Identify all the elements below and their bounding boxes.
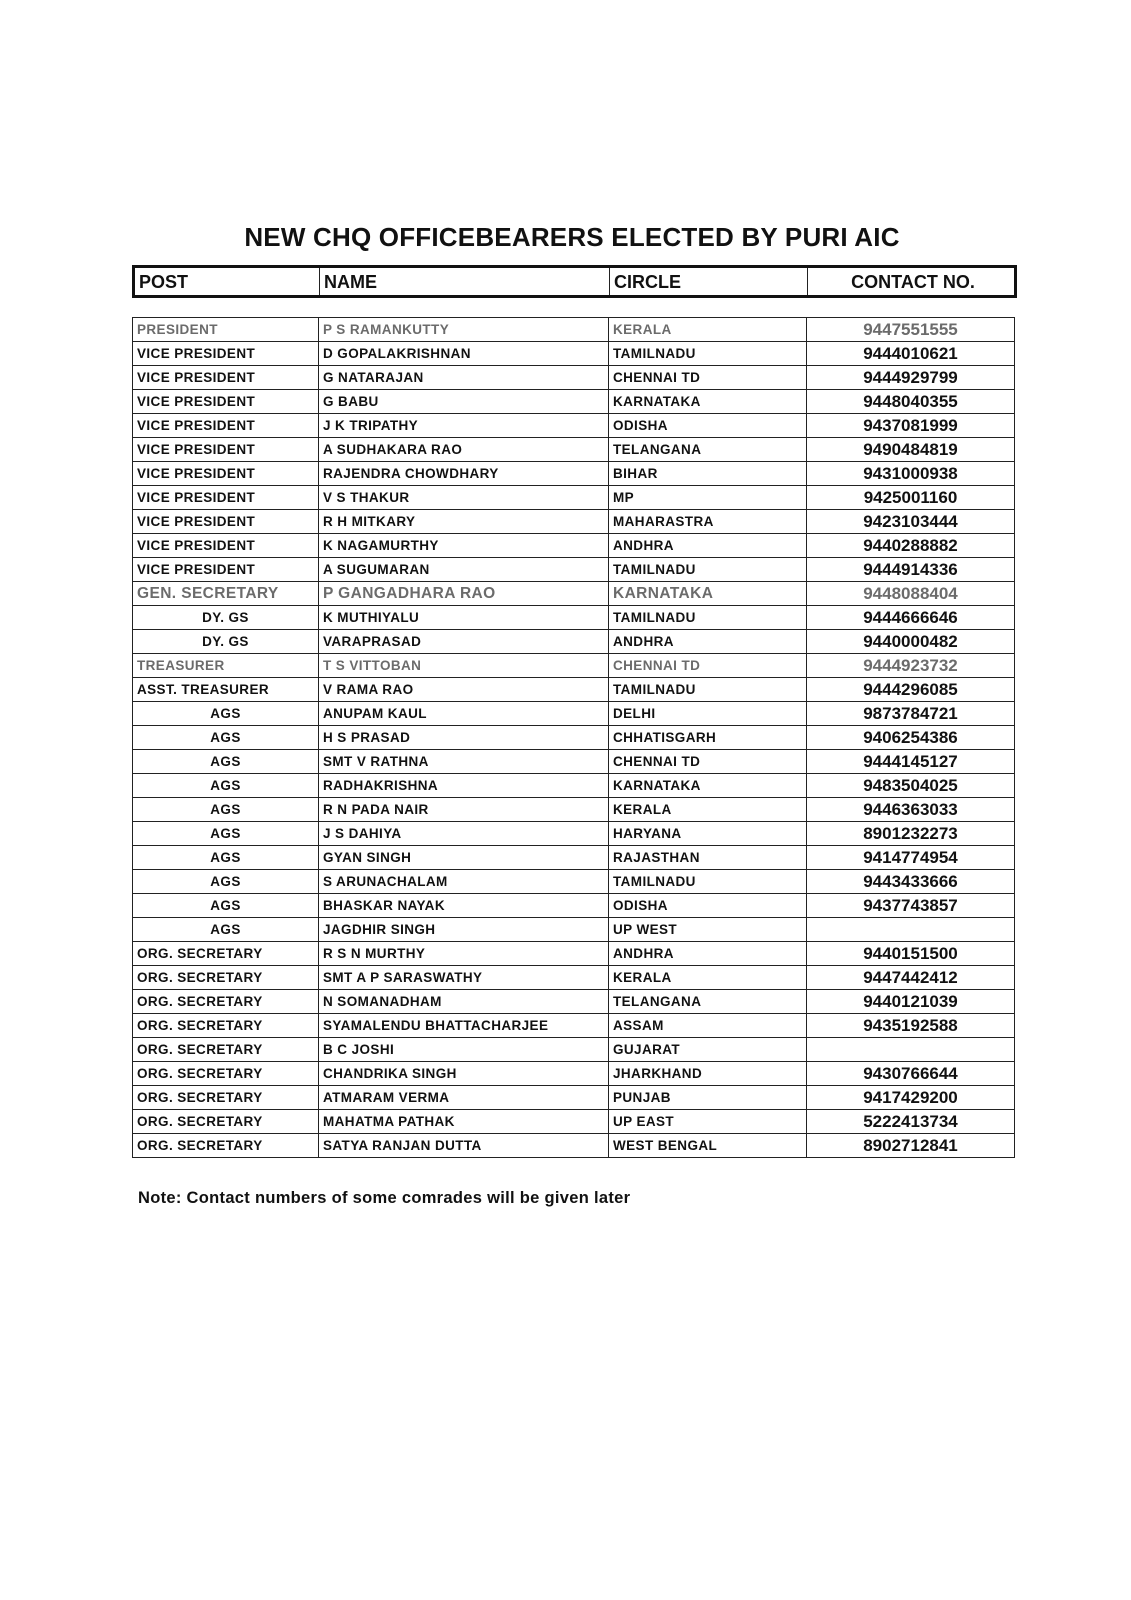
- contact-cell: 9444145127: [807, 750, 1015, 774]
- name-cell: BHASKAR NAYAK: [319, 894, 609, 918]
- contact-cell: 9448040355: [807, 390, 1015, 414]
- post-cell: VICE PRESIDENT: [133, 558, 319, 582]
- circle-cell: KARNATAKA: [609, 390, 807, 414]
- name-cell: R N PADA NAIR: [319, 798, 609, 822]
- name-cell: P S RAMANKUTTY: [319, 318, 609, 342]
- post-cell: AGS: [133, 798, 319, 822]
- name-cell: GYAN SINGH: [319, 846, 609, 870]
- circle-cell: CHHATISGARH: [609, 726, 807, 750]
- contact-cell: 9444296085: [807, 678, 1015, 702]
- table-row: [133, 390, 1015, 414]
- name-cell: SATYA RANJAN DUTTA: [319, 1134, 609, 1158]
- circle-cell: ASSAM: [609, 1014, 807, 1038]
- contact-cell: 9430766644: [807, 1062, 1015, 1086]
- post-cell: ORG. SECRETARY: [133, 966, 319, 990]
- circle-cell: KARNATAKA: [609, 582, 807, 606]
- table-row: [133, 822, 1015, 846]
- table-row: [133, 990, 1015, 1014]
- name-cell: B C JOSHI: [319, 1038, 609, 1062]
- circle-cell: TAMILNADU: [609, 606, 807, 630]
- circle-cell: KERALA: [609, 966, 807, 990]
- table-row: [133, 582, 1015, 606]
- name-cell: RAJENDRA CHOWDHARY: [319, 462, 609, 486]
- contact-cell: [807, 1038, 1015, 1062]
- name-cell: R H MITKARY: [319, 510, 609, 534]
- table-row: [133, 750, 1015, 774]
- circle-cell: JHARKHAND: [609, 1062, 807, 1086]
- name-cell: K NAGAMURTHY: [319, 534, 609, 558]
- contact-cell: 9440151500: [807, 942, 1015, 966]
- post-cell: ORG. SECRETARY: [133, 990, 319, 1014]
- name-cell: D GOPALAKRISHNAN: [319, 342, 609, 366]
- table-row: [133, 1134, 1015, 1158]
- table-row: [133, 510, 1015, 534]
- post-cell: VICE PRESIDENT: [133, 510, 319, 534]
- contact-cell: 9414774954: [807, 846, 1015, 870]
- header-contact: CONTACT NO.: [808, 267, 1016, 297]
- name-cell: J K TRIPATHY: [319, 414, 609, 438]
- circle-cell: UP EAST: [609, 1110, 807, 1134]
- contact-cell: 9483504025: [807, 774, 1015, 798]
- contact-cell: 9444010621: [807, 342, 1015, 366]
- circle-cell: MAHARASTRA: [609, 510, 807, 534]
- post-cell: AGS: [133, 846, 319, 870]
- name-cell: A SUDHAKARA RAO: [319, 438, 609, 462]
- name-cell: J S DAHIYA: [319, 822, 609, 846]
- contact-cell: 9446363033: [807, 798, 1015, 822]
- table-row: [133, 630, 1015, 654]
- table-row: [133, 1086, 1015, 1110]
- circle-cell: TAMILNADU: [609, 342, 807, 366]
- circle-cell: TELANGANA: [609, 438, 807, 462]
- table-row: [133, 702, 1015, 726]
- circle-cell: CHENNAI TD: [609, 654, 807, 678]
- post-cell: VICE PRESIDENT: [133, 438, 319, 462]
- post-cell: DY. GS: [133, 630, 319, 654]
- name-cell: V RAMA RAO: [319, 678, 609, 702]
- name-cell: R S N MURTHY: [319, 942, 609, 966]
- post-cell: GEN. SECRETARY: [133, 582, 319, 606]
- name-cell: T S VITTOBAN: [319, 654, 609, 678]
- contact-cell: 9443433666: [807, 870, 1015, 894]
- contact-cell: 9425001160: [807, 486, 1015, 510]
- post-cell: AGS: [133, 774, 319, 798]
- table-row: [133, 894, 1015, 918]
- name-cell: RADHAKRISHNA: [319, 774, 609, 798]
- contact-cell: 9444929799: [807, 366, 1015, 390]
- contact-cell: 9490484819: [807, 438, 1015, 462]
- contact-cell: 9437081999: [807, 414, 1015, 438]
- circle-cell: TAMILNADU: [609, 870, 807, 894]
- post-cell: VICE PRESIDENT: [133, 390, 319, 414]
- circle-cell: HARYANA: [609, 822, 807, 846]
- name-cell: MAHATMA PATHAK: [319, 1110, 609, 1134]
- post-cell: DY. GS: [133, 606, 319, 630]
- contact-cell: 9440000482: [807, 630, 1015, 654]
- post-cell: ORG. SECRETARY: [133, 1014, 319, 1038]
- table-row: [133, 918, 1015, 942]
- circle-cell: UP WEST: [609, 918, 807, 942]
- circle-cell: GUJARAT: [609, 1038, 807, 1062]
- circle-cell: KARNATAKA: [609, 774, 807, 798]
- contact-cell: 8902712841: [807, 1134, 1015, 1158]
- circle-cell: CHENNAI TD: [609, 750, 807, 774]
- name-cell: S ARUNACHALAM: [319, 870, 609, 894]
- name-cell: V S THAKUR: [319, 486, 609, 510]
- contact-cell: 9423103444: [807, 510, 1015, 534]
- header-post: POST: [134, 267, 320, 297]
- post-cell: VICE PRESIDENT: [133, 342, 319, 366]
- post-cell: ORG. SECRETARY: [133, 1110, 319, 1134]
- name-cell: CHANDRIKA SINGH: [319, 1062, 609, 1086]
- post-cell: ORG. SECRETARY: [133, 1038, 319, 1062]
- circle-cell: TELANGANA: [609, 990, 807, 1014]
- circle-cell: ANDHRA: [609, 534, 807, 558]
- contact-cell: 9444666646: [807, 606, 1015, 630]
- name-cell: ANUPAM KAUL: [319, 702, 609, 726]
- contact-cell: 9435192588: [807, 1014, 1015, 1038]
- table-row: [133, 1038, 1015, 1062]
- table-row: [133, 366, 1015, 390]
- circle-cell: MP: [609, 486, 807, 510]
- contact-cell: 9437743857: [807, 894, 1015, 918]
- post-cell: VICE PRESIDENT: [133, 534, 319, 558]
- post-cell: AGS: [133, 822, 319, 846]
- table-row: [133, 966, 1015, 990]
- circle-cell: BIHAR: [609, 462, 807, 486]
- table-row: [133, 942, 1015, 966]
- table-row: [133, 726, 1015, 750]
- table-row: [133, 342, 1015, 366]
- circle-cell: ODISHA: [609, 894, 807, 918]
- table-row: [133, 318, 1015, 342]
- circle-cell: DELHI: [609, 702, 807, 726]
- contact-cell: [807, 918, 1015, 942]
- circle-cell: RAJASTHAN: [609, 846, 807, 870]
- table-row: [133, 870, 1015, 894]
- contact-cell: 9873784721: [807, 702, 1015, 726]
- contact-cell: 5222413734: [807, 1110, 1015, 1134]
- circle-cell: PUNJAB: [609, 1086, 807, 1110]
- contact-cell: 8901232273: [807, 822, 1015, 846]
- contact-cell: 9431000938: [807, 462, 1015, 486]
- table-row: [133, 558, 1015, 582]
- table-row: [133, 798, 1015, 822]
- table-row: [133, 846, 1015, 870]
- post-cell: ORG. SECRETARY: [133, 1134, 319, 1158]
- post-cell: VICE PRESIDENT: [133, 486, 319, 510]
- contact-cell: 9444923732: [807, 654, 1015, 678]
- contact-cell: 9440121039: [807, 990, 1015, 1014]
- header-table: [132, 265, 1017, 298]
- post-cell: ASST. TREASURER: [133, 678, 319, 702]
- contact-cell: 9448088404: [807, 582, 1015, 606]
- circle-cell: CHENNAI TD: [609, 366, 807, 390]
- contact-cell: 9447551555: [807, 318, 1015, 342]
- name-cell: A SUGUMARAN: [319, 558, 609, 582]
- circle-cell: WEST BENGAL: [609, 1134, 807, 1158]
- name-cell: VARAPRASAD: [319, 630, 609, 654]
- document-title: NEW CHQ OFFICEBEARERS ELECTED BY PURI AIC: [244, 222, 900, 252]
- name-cell: H S PRASAD: [319, 726, 609, 750]
- contact-cell: 9444914336: [807, 558, 1015, 582]
- table-row: [133, 774, 1015, 798]
- circle-cell: KERALA: [609, 318, 807, 342]
- name-cell: SYAMALENDU BHATTACHARJEE: [319, 1014, 609, 1038]
- name-cell: P GANGADHARA RAO: [319, 582, 609, 606]
- table-row: [133, 606, 1015, 630]
- table-row: [133, 534, 1015, 558]
- table-row: [133, 414, 1015, 438]
- header-row: [134, 267, 1016, 297]
- circle-cell: ANDHRA: [609, 942, 807, 966]
- table-row: [133, 678, 1015, 702]
- circle-cell: TAMILNADU: [609, 558, 807, 582]
- post-cell: ORG. SECRETARY: [133, 942, 319, 966]
- post-cell: AGS: [133, 702, 319, 726]
- officebearers-table: [132, 317, 1015, 1158]
- post-cell: ORG. SECRETARY: [133, 1086, 319, 1110]
- circle-cell: TAMILNADU: [609, 678, 807, 702]
- post-cell: TREASURER: [133, 654, 319, 678]
- contact-cell: 9447442412: [807, 966, 1015, 990]
- post-cell: AGS: [133, 894, 319, 918]
- contact-cell: 9440288882: [807, 534, 1015, 558]
- name-cell: G BABU: [319, 390, 609, 414]
- circle-cell: ODISHA: [609, 414, 807, 438]
- table-row: [133, 654, 1015, 678]
- table-row: [133, 438, 1015, 462]
- table-row: [133, 1062, 1015, 1086]
- contact-cell: 9406254386: [807, 726, 1015, 750]
- post-cell: AGS: [133, 750, 319, 774]
- post-cell: VICE PRESIDENT: [133, 366, 319, 390]
- header-circle: CIRCLE: [610, 267, 808, 297]
- contact-cell: 9417429200: [807, 1086, 1015, 1110]
- post-cell: VICE PRESIDENT: [133, 414, 319, 438]
- name-cell: K MUTHIYALU: [319, 606, 609, 630]
- table-row: [133, 486, 1015, 510]
- name-cell: ATMARAM VERMA: [319, 1086, 609, 1110]
- table-row: [133, 1014, 1015, 1038]
- name-cell: G NATARAJAN: [319, 366, 609, 390]
- post-cell: AGS: [133, 918, 319, 942]
- table-row: [133, 1110, 1015, 1134]
- name-cell: JAGDHIR SINGH: [319, 918, 609, 942]
- circle-cell: ANDHRA: [609, 630, 807, 654]
- post-cell: ORG. SECRETARY: [133, 1062, 319, 1086]
- name-cell: N SOMANADHAM: [319, 990, 609, 1014]
- footnote: Note: Contact numbers of some comrades will be given later: [138, 1189, 631, 1207]
- post-cell: AGS: [133, 870, 319, 894]
- header-name: NAME: [320, 267, 610, 297]
- name-cell: SMT V RATHNA: [319, 750, 609, 774]
- table-row: [133, 462, 1015, 486]
- post-cell: PRESIDENT: [133, 318, 319, 342]
- post-cell: AGS: [133, 726, 319, 750]
- name-cell: SMT A P SARASWATHY: [319, 966, 609, 990]
- circle-cell: KERALA: [609, 798, 807, 822]
- post-cell: VICE PRESIDENT: [133, 462, 319, 486]
